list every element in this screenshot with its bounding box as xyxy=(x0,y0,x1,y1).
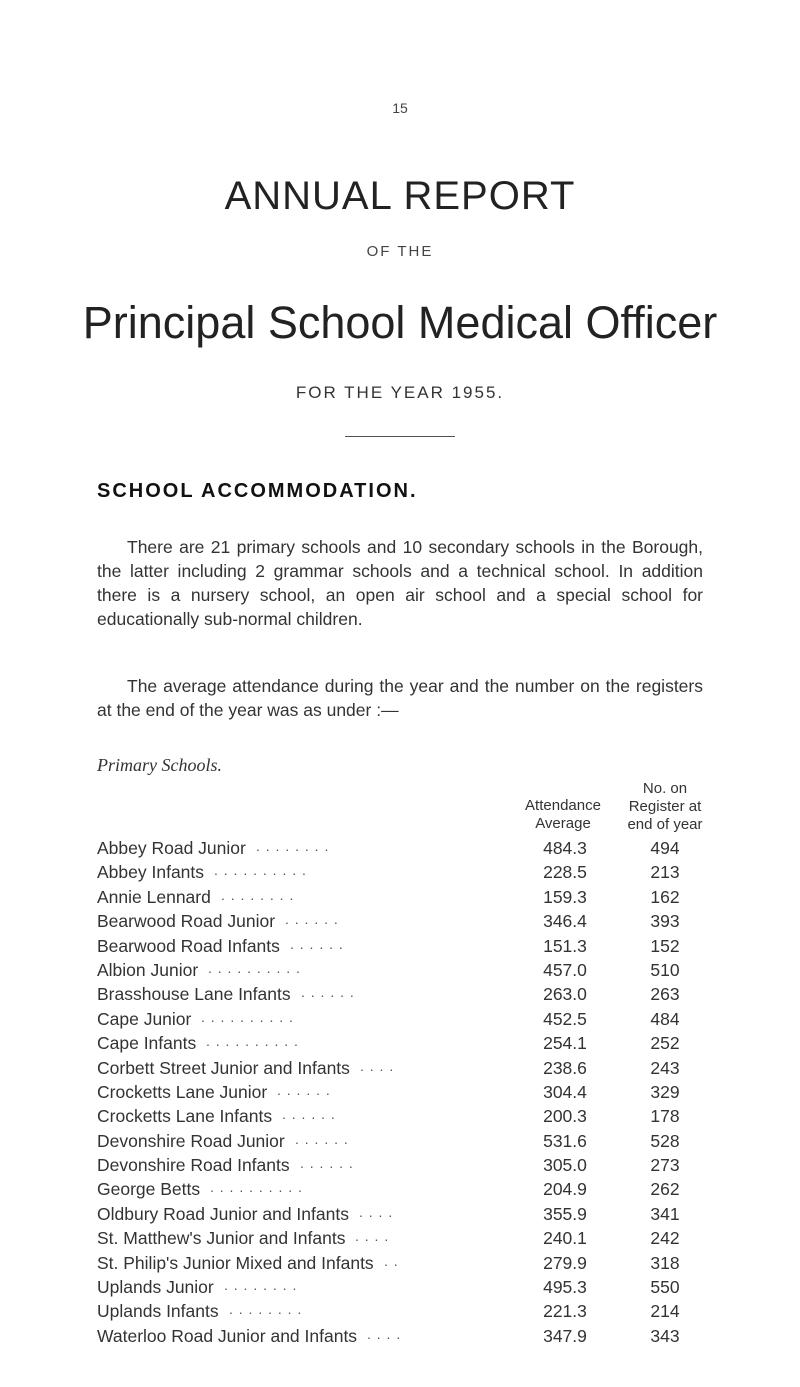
school-name: Corbett Street Junior and Infants xyxy=(97,1057,350,1078)
title-divider xyxy=(345,436,455,437)
register-count: 242 xyxy=(650,1228,680,1249)
leader-dots: . . . . . . xyxy=(300,1155,354,1172)
table-row xyxy=(97,1179,717,1203)
leader-dots: . . . . . . . . xyxy=(256,838,330,854)
attendance-average: 151.3 xyxy=(543,935,587,956)
table-row xyxy=(97,838,717,862)
attendance-average: 346.4 xyxy=(543,911,587,932)
register-count: 213 xyxy=(650,862,680,883)
attendance-paragraph-text: The average attendance during the year and the number on the registers at the end of the year was as under :— xyxy=(97,676,703,720)
intro-paragraph-text: There are 21 primary schools and 10 secondary schools in the Borough, the latter including 2 grammar schools and a technical school. In addition there is a nursery school, an open air school and a special school for educationally sub-normal children. xyxy=(97,537,703,629)
column-header-attendance-line1: Attendance xyxy=(525,797,601,814)
attendance-average: 304.4 xyxy=(543,1081,587,1102)
school-name: Oldbury Road Junior and Infants xyxy=(97,1203,349,1224)
table-row xyxy=(97,960,717,984)
register-count: 318 xyxy=(650,1252,680,1273)
leader-dots: . . . . xyxy=(367,1325,402,1342)
school-name: Uplands Infants xyxy=(97,1301,219,1322)
school-name: Bearwood Road Junior xyxy=(97,911,276,932)
attendance-average: 159.3 xyxy=(543,886,587,907)
table-row xyxy=(97,1204,717,1228)
attendance-average: 238.6 xyxy=(543,1057,587,1078)
attendance-average: 204.9 xyxy=(543,1179,587,1200)
school-name: Devonshire Road Infants xyxy=(97,1155,290,1176)
school-name: Cape Infants xyxy=(97,1033,197,1054)
register-count: 243 xyxy=(650,1057,680,1078)
report-year: FOR THE YEAR 1955. xyxy=(295,383,505,402)
schools-table xyxy=(97,838,717,1350)
school-name: Uplands Junior xyxy=(97,1277,214,1298)
leader-dots: . . . . . . xyxy=(290,935,344,952)
leader-dots: . . . . . . xyxy=(295,1130,349,1147)
table-row xyxy=(97,1009,717,1033)
table-row xyxy=(97,1058,717,1082)
table-row xyxy=(97,1326,717,1350)
leader-dots: . . . . . . . . . . xyxy=(214,862,307,879)
register-count: 152 xyxy=(650,935,680,956)
register-count: 178 xyxy=(650,1106,680,1127)
table-row xyxy=(97,887,717,911)
attendance-average: 495.3 xyxy=(543,1277,587,1298)
attendance-average: 240.1 xyxy=(543,1228,587,1249)
attendance-average: 452.5 xyxy=(543,1008,587,1029)
school-name: George Betts xyxy=(97,1179,201,1200)
leader-dots: . . . . . . . . . . xyxy=(210,1179,303,1196)
leader-dots: . . . . xyxy=(360,1057,395,1074)
attendance-average: 355.9 xyxy=(543,1203,587,1224)
table-row xyxy=(97,1106,717,1130)
column-header-register-line2: Register at xyxy=(628,798,702,815)
leader-dots: . . . . . . . . xyxy=(221,886,295,903)
page-number: 15 xyxy=(392,100,408,116)
table-row xyxy=(97,1277,717,1301)
column-header-attendance-line2: Average xyxy=(535,815,591,832)
school-name: Cape Junior xyxy=(97,1008,192,1029)
attendance-average: 531.6 xyxy=(543,1130,587,1151)
school-name: Waterloo Road Junior and Infants xyxy=(97,1325,358,1346)
column-header-register-line3: end of year xyxy=(627,816,703,833)
register-count: 484 xyxy=(650,1008,680,1029)
leader-dots: . . . . . . . . xyxy=(229,1301,303,1318)
column-header-register-line1: No. on xyxy=(642,780,688,797)
table-row xyxy=(97,984,717,1008)
school-name: Albion Junior xyxy=(97,959,199,980)
attendance-average: 254.1 xyxy=(543,1033,587,1054)
school-name: Crocketts Lane Infants xyxy=(97,1106,273,1127)
table-row xyxy=(97,1228,717,1252)
school-name: Abbey Road Junior xyxy=(97,838,246,858)
school-name: Annie Lennard xyxy=(97,886,211,907)
register-count: 528 xyxy=(650,1130,680,1151)
leader-dots: . . . . . . . . xyxy=(224,1277,298,1294)
attendance-average: 263.0 xyxy=(543,984,587,1005)
attendance-average: 305.0 xyxy=(543,1155,587,1176)
table-row xyxy=(97,1301,717,1325)
leader-dots: . . . . . . . . . . xyxy=(208,959,301,976)
leader-dots: . . . . xyxy=(359,1203,394,1220)
attendance-average: 221.3 xyxy=(543,1301,587,1322)
register-count: 343 xyxy=(650,1325,680,1346)
table-row xyxy=(97,1082,717,1106)
leader-dots: . . . . . . . . . . xyxy=(206,1033,299,1050)
table-row xyxy=(97,1033,717,1057)
register-count: 263 xyxy=(650,984,680,1005)
attendance-average: 347.9 xyxy=(543,1325,587,1346)
school-name: Devonshire Road Junior xyxy=(97,1130,285,1151)
report-title: ANNUAL REPORT xyxy=(224,174,576,218)
leader-dots: . . . . . . xyxy=(285,911,339,928)
table-row xyxy=(97,1253,717,1277)
report-title-connector: OF THE xyxy=(366,243,434,260)
register-count: 550 xyxy=(650,1277,680,1298)
school-name: St. Philip's Junior Mixed and Infants xyxy=(97,1252,374,1273)
attendance-average: 228.5 xyxy=(543,862,587,883)
school-name: Brasshouse Lane Infants xyxy=(97,984,291,1005)
leader-dots: . . . . xyxy=(355,1228,390,1245)
table-row xyxy=(97,862,717,886)
register-count: 262 xyxy=(650,1179,680,1200)
school-name: St. Matthew's Junior and Infants xyxy=(97,1228,346,1249)
school-name: Crocketts Lane Junior xyxy=(97,1081,268,1102)
register-count: 214 xyxy=(650,1301,680,1322)
attendance-average: 484.3 xyxy=(543,838,587,858)
leader-dots: . . xyxy=(384,1252,399,1269)
table-row xyxy=(97,911,717,935)
attendance-average: 457.0 xyxy=(543,959,587,980)
attendance-average: 279.9 xyxy=(543,1252,587,1273)
register-count: 252 xyxy=(650,1033,680,1054)
report-subtitle: Principal School Medical Officer xyxy=(82,297,718,348)
register-count: 341 xyxy=(650,1203,680,1224)
column-header-attendance xyxy=(513,797,613,833)
register-count: 162 xyxy=(650,886,680,907)
leader-dots: . . . . . . xyxy=(277,1081,331,1098)
register-count: 510 xyxy=(650,959,680,980)
school-name: Bearwood Road Infants xyxy=(97,935,280,956)
register-count: 494 xyxy=(650,838,680,858)
table-row xyxy=(97,936,717,960)
school-name: Abbey Infants xyxy=(97,862,205,883)
register-count: 273 xyxy=(650,1155,680,1176)
intro-paragraph xyxy=(97,535,703,631)
column-header-register xyxy=(615,780,715,834)
table-subheading: Primary Schools. xyxy=(97,755,222,775)
table-row xyxy=(97,1155,717,1179)
section-heading: SCHOOL ACCOMMODATION. xyxy=(97,480,418,502)
leader-dots: . . . . . . . . . . xyxy=(201,1008,294,1025)
register-count: 393 xyxy=(650,911,680,932)
table-row xyxy=(97,1131,717,1155)
register-count: 329 xyxy=(650,1081,680,1102)
attendance-paragraph xyxy=(97,674,703,722)
leader-dots: . . . . . . xyxy=(301,984,355,1001)
leader-dots: . . . . . . xyxy=(282,1106,336,1123)
attendance-average: 200.3 xyxy=(543,1106,587,1127)
